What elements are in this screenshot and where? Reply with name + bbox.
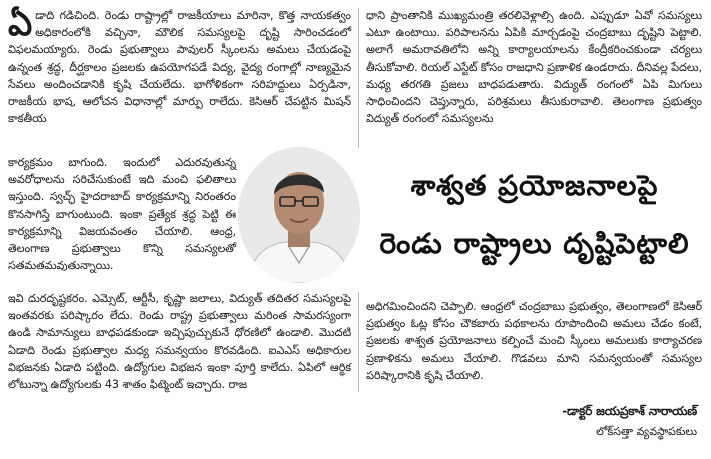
article-paragraph: కార్యక్రమం బాగుంది. ఇందులో ఎదురవుతున్న అవరోధాలను సరిచేసుకుంటే ఇది మంచి ఫలితాలు ఇస్తుంది. స్వచ్ఛ్ హైదరాబాద్ కార్యక్రమాన్ని నిరంతరం కొనసాగిస్తే బాగుంటుంది. ఇంకా ప్రత్యేక శ్రద్ధ పెట్టి ఈ కార్యక్రమాన్ని విజయవంతం చేయాలి. ఆంధ్ర, తెలంగాణ ప్రభుత్వాలు కొన్ని సమస్యలతో సతమతమవుతున్నాయి. xyxy=(8,156,236,273)
author-photo xyxy=(238,147,360,283)
article-column-left-bottom xyxy=(8,290,351,393)
article-column-right-top xyxy=(366,7,702,127)
article-paragraph: ధాని ప్రాంతానికి ముఖ్యమంత్రి తరలివెళ్లాల్సి ఉంది. ఎప్పుడూ ఏవో సమస్యలు ఎటూ ఉంటాయి. పరిపాలనను ఏపికి మార్చడంపై చంద్రబాబు దృష్టిని పెట్టాలి. అలాగే అమరావతిలోని అన్ని కార్యాలయాలను కేంద్రీకరించకుండా చర్యలు తీసుకోవాలి. రియల్ ఎస్టేట్ కోసం రాజధాని ప్రణాళిక ఉండరాదు. దీనివల్ల పేదలు, మధ్య తరగతి ప్రజలు బాధపడుతారు. విద్యుత్ రంగంలో ఏపి మిగులు సాధించిందని చెప్తున్నారు, పరిశ్రమలు తీసుకురావాలి. తెలంగాణ ప్రభుత్వం విద్యుత్ రంగంలో సమస్యలను xyxy=(366,9,702,126)
drop-cap: ఏ xyxy=(8,4,33,44)
article-column-right-bottom xyxy=(366,298,702,384)
article-column-left-mid xyxy=(8,154,236,274)
article-paragraph: అధిగమించిందని చెప్పాలి. ఆంధ్రలో చంద్రబాబు ప్రభుత్వం, తెలంగాణలో కెసిఆర్ ప్రభుత్వం ఓట్ల కోసం చౌకబారు పథకాలను రూపొందించి అమలు చేడం కంటే, ప్రజలకు శాశ్వత ప్రయోజనాలు కల్పించే మంచి స్కీంలు అమలుకు కార్యాచరణ ప్రణాళికను అమలు చేయాలి. గొడవలు మాని సమన్వయంతో సమస్యల పరిష్కారానికి కృషి చేయాలి. xyxy=(366,300,702,382)
author-organization: లోక్‌సత్తా వ్యవస్థాపకులు xyxy=(596,425,697,438)
article-column-left-top xyxy=(8,4,351,127)
column-divider xyxy=(358,8,359,148)
headline-box xyxy=(355,157,706,281)
article-paragraph: డాది గడిచింది. రెండు రాష్ట్రాల్లో రాజకీయాలు మారినా, కొత్త నాయకత్వం అధికారంలోకి వచ్చినా, మౌలిక సమస్యలపై దృష్టి సారించడంలో విఫలమయ్యారు. రెండు ప్రభుత్వాలు పావులర్ స్కీంలను అమలు చేయడంపై ఉన్నంత శ్రద్ధ, దీర్ఘకాలం ప్రజలకు ఉపయోగపడే విద్య, వైద్య రంగాల్లో నాణ్యమైన సేవలు అందించడానికి కృషి చేయలేదు. భాగోళికంగా సరిహద్దులు ఏర్పడినా, రాజకీయ భాష, ఆలోచన విధానాల్లో మార్పు రాలేదు. కెసిఆర్ చేపట్టిన మిషన్ కాకతీయ xyxy=(8,9,351,126)
portrait-illustration xyxy=(238,147,360,283)
column-divider xyxy=(358,292,359,392)
headline-line-1: శాశ్వత ప్రయోజనాలపై xyxy=(410,169,659,202)
headline-line-2: రెండు రాష్ట్రాలు దృష్టిపెట్టాలి xyxy=(379,227,690,260)
article-paragraph: ఇవి దురదృష్టకరం. ఎమ్సెట్, ఆర్టీసీ, కృష్ణా జలాలు, విద్యుత్ తదితర సమస్యలపై ఇంతవరకు పరిష్కారం లేదు. రెండు రాష్ట్ర ప్రభుత్వాలు మరింత సామరస్యంగా ఉండి సామాన్యులు బాధపడకుండా ఇచ్చిపుచ్చుకునే ధోరణిలో ఉండాలి. మొదటి ఏడాది రెండు ప్రభుత్వాల మధ్య సమన్వయం కొరవడింది. ఐఎఎస్ అధికారుల విభజనకు ఏడాది పట్టింది. ఉద్యోగుల విభజన ఇంకా పూర్తి కాలేదు. ఏపిలో ఆర్థిక లోటున్నా ఉద్యోగులకు 43 శాతం ఫిట్మెంట్ ఇచ్చారు. రాజ xyxy=(8,292,351,392)
author-byline: -డాక్టర్ జయప్రకాశ్ నారాయణ్ xyxy=(562,404,697,418)
